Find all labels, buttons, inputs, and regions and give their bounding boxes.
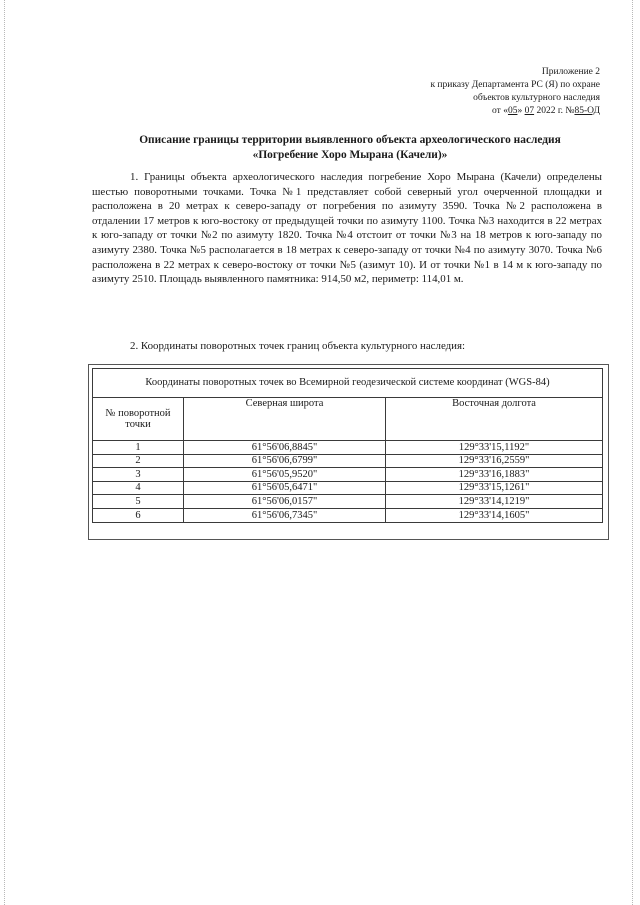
title-line-1: Описание границы территории выявленного объекта археологического наследия (139, 134, 561, 146)
longitude: 129°33'14,1605" (386, 508, 603, 522)
point-number: 3 (93, 468, 184, 482)
latitude: 61°56'06,6799" (184, 454, 386, 468)
title-line-2: «Погребение Хоро Мырана (Качели)» (252, 149, 448, 161)
order-number: 85-ОД (574, 106, 600, 116)
point-number: 5 (93, 495, 184, 509)
appendix-label: Приложение 2 (541, 67, 600, 77)
longitude: 129°33'15,1261" (386, 481, 603, 495)
latitude: 61°56'06,7345" (184, 508, 386, 522)
boundary-description: 1. Границы объекта археологического наследия погребение Хоро Мырана (Качели) определены шестью поворотными точками. Точка №1 представляет собой северный угол очерченной площадки и расположена в 20 метрах к северо-западу от погребения по азимуту 3590. Точка №2 расположена в отдалении 17 метров к юго-востоку от предыдущей точки по азимуту 1100. Точка №3 находится в 22 метрах к юго-западу от точки №2 по азимуту 1820. Точка №4 отстоит от точки №3 на 18 метров к юго-западу по азимуту 2380. Точка №5 располагается в 18 метрах к северо-западу от точки №4 по азимуту 3070. Точка №6 расположена в 22 метрах к северо-востоку от точки №5 (азимут 10). И от точки №1 в 14 м к юго-западу по азимуту 2510. Площадь выявленного памятника: 914,50 м2, периметр: 114,01 м. (92, 171, 602, 286)
appendix-date-line (430, 105, 600, 118)
table-row (93, 468, 603, 482)
scan-edge-left (4, 0, 6, 905)
table-row (93, 441, 603, 455)
table-row (93, 481, 603, 495)
longitude: 129°33'14,1219" (386, 495, 603, 509)
point-number: 4 (93, 481, 184, 495)
date-year: 2022 г. № (536, 106, 575, 116)
document-title (92, 133, 608, 163)
longitude: 129°33'15,1192" (386, 441, 603, 455)
coordinates-intro: 2. Координаты поворотных точек границ объекта культурного наследия: (130, 340, 466, 352)
point-number: 1 (93, 441, 184, 455)
appendix-order-ref: к приказу Департамента РС (Я) по охране (430, 80, 600, 90)
table-row (93, 508, 603, 522)
appendix-department: объектов культурного наследия (473, 93, 600, 103)
point-number: 6 (93, 508, 184, 522)
latitude: 61°56'06,8845" (184, 441, 386, 455)
point-number: 2 (93, 454, 184, 468)
table-row (93, 454, 603, 468)
header-longitude: Восточная долгота (386, 398, 603, 441)
scan-edge-right (632, 0, 634, 905)
latitude: 61°56'06,0157" (184, 495, 386, 509)
date-day: 05 (507, 106, 518, 116)
date-prefix: от « (492, 106, 508, 116)
table-row (93, 495, 603, 509)
date-mid: » (517, 106, 523, 116)
header-latitude: Северная широта (184, 398, 386, 441)
table-caption: Координаты поворотных точек во Всемирной геодезической системе координат (WGS-84) (93, 369, 603, 398)
coordinates-table (92, 368, 603, 523)
longitude: 129°33'16,2559" (386, 454, 603, 468)
appendix-header (430, 66, 600, 118)
latitude: 61°56'05,9520" (184, 468, 386, 482)
header-point-number: № поворотной точки (93, 398, 184, 441)
longitude: 129°33'16,1883" (386, 468, 603, 482)
date-month: 07 (524, 106, 535, 116)
latitude: 61°56'05,6471" (184, 481, 386, 495)
